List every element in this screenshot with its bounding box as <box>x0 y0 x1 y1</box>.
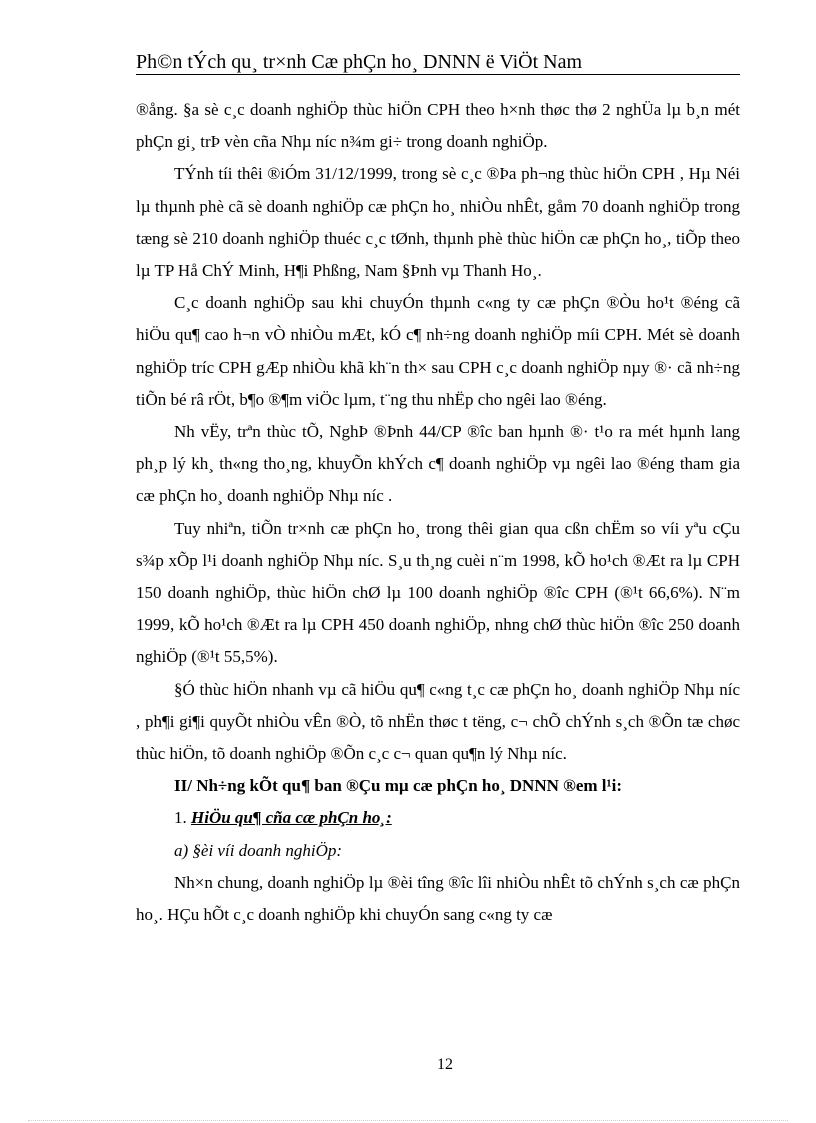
subsection-heading-1 <box>136 802 740 834</box>
page-number: 12 <box>437 1056 453 1073</box>
subsection-title: HiÖu qu¶ cña cæ phÇn ho¸: <box>191 808 392 828</box>
paragraph-enterprise-benefit: Nh×n chung, doanh nghiÖp lµ ®èi tîng ®îc lîi nhiÒu nhÊt tõ chÝnh s¸ch cæ phÇn ho¸. HÇu hÕt c¸c doanh nghiÖp khi chuyÓn sang c«ng ty cæ <box>136 872 740 925</box>
document-body <box>136 94 740 931</box>
header-divider <box>136 74 740 75</box>
section-heading-ii: II/ Nh÷ng kÕt qu¶ ban ®Çu mµ cæ phÇn ho¸ DNNN ®em l¹i: <box>174 776 622 796</box>
paragraph-continuation: ®ång. §a sè c¸c doanh nghiÖp thùc hiÖn CPH theo h×nh thøc thø 2 nghÜa lµ b¸n mét phÇn gi¸ trÞ vèn cña Nhµ níc n¾m gi÷ trong doanh nghiÖp. <box>136 100 740 152</box>
subsection-heading-a: a) §èi víi doanh nghiÖp: <box>174 840 343 860</box>
paragraph-progress-slow: Tuy nhiªn, tiÕn tr×nh cæ phÇn ho¸ trong thêi gian qua cßn chËm so víi yªu cÇu s¾p xÕp l¹i doanh nghiÖp Nhµ níc. S¸u th¸ng cuèi n¨m 1998, kÕ ho¹ch ®Æt ra lµ CPH 150 doanh nghiÖp, thùc hiÖn chØ lµ 100 doanh nghiÖp ®îc CPH (®¹t 66,6%). N¨m 1999, kÕ ho¹ch ®Æt ra lµ CPH 450 doanh nghiÖp, nhng chØ thùc hiÖn ®îc 250 doanh nghiÖp (®¹t 55,5%). <box>136 518 740 667</box>
paragraph-requirements: §Ó thùc hiÖn nhanh vµ cã hiÖu qu¶ c«ng t¸c cæ phÇn ho¸ doanh nghiÖp Nhµ níc , ph¶i gi¶i quyÕt nhiÒu vÊn ®Ò, tõ nhËn thøc t tëng, c¬ chÕ chÝnh s¸ch ®Õn tæ chøc thùc hiÖn, tõ doanh nghiÖp ®Õn c¸c c¬ quan qu¶n lý Nhµ níc. <box>136 679 740 764</box>
subsection-number: 1. <box>174 808 187 828</box>
page-header-title: Ph©n tÝch qu¸ tr×nh Cæ phÇn ho¸ DNNN ë ViÖt Nam <box>136 51 582 73</box>
paragraph-decree-44: Nh vËy, trªn thùc tÕ, NghÞ ®Þnh 44/CP ®îc ban hµnh ®· t¹o ra mét hµnh lang ph¸p lý kh¸ th«ng tho¸ng, khuyÕn khÝch c¶ doanh nghiÖp vµ ngêi lao ®éng tham gia cæ phÇn ho¸ doanh nghiÖp Nhµ níc . <box>136 422 740 506</box>
paragraph-statistics-1999: TÝnh tíi thêi ®iÓm 31/12/1999, trong sè c¸c ®Þa ph¬ng thùc hiÖn CPH , Hµ Néi lµ thµnh phè cã sè doanh nghiÖp cæ phÇn ho¸ nhiÒu nhÊt, gåm 70 doanh nghiÖp trong tæng sè 210 doanh nghiÖp thuéc c¸c tØnh, thµnh phè thùc hiÖn cæ phÇn ho¸, tiÕp theo lµ TP Hå ChÝ Minh, H¶i Phßng, Nam §Þnh vµ Thanh Ho¸. <box>136 164 740 281</box>
page-bottom-border <box>28 1120 788 1121</box>
paragraph-enterprise-results: C¸c doanh nghiÖp sau khi chuyÓn thµnh c«ng ty cæ phÇn ®Òu ho¹t ®éng cã hiÖu qu¶ cao h¬n vÒ nhiÒu mÆt, kÓ c¶ nh÷ng doanh nghiÖp míi CPH. Mét sè doanh nghiÖp tríc CPH gÆp nhiÒu khã kh¨n th× sau CPH c¸c doanh nghiÖp nµy ®· cã nh÷ng tiÕn bé râ rÖt, b¶o ®¶m viÖc lµm, t¨ng thu nhËp cho ngêi lao ®éng. <box>136 293 740 409</box>
